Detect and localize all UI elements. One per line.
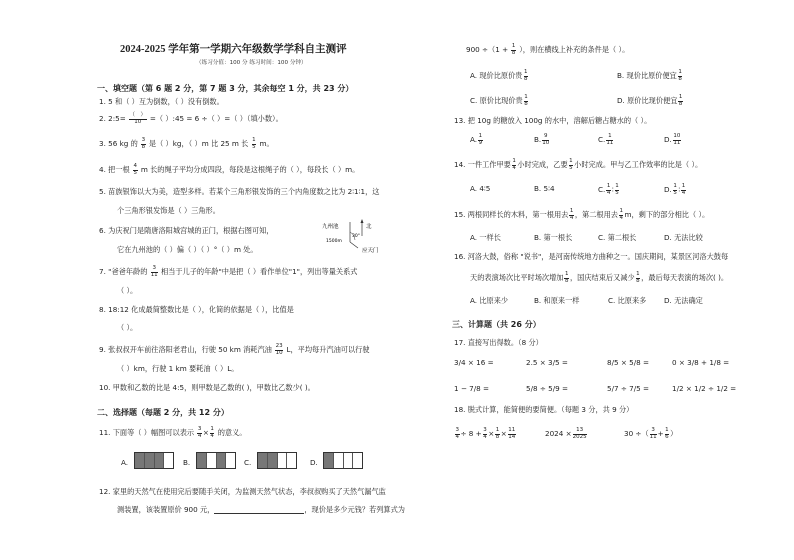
- figure-label-gate: 应天门: [362, 248, 379, 254]
- calc-item: 0 × 3/8 + 1/8 =: [672, 358, 730, 367]
- q12-option-c[interactable]: C. 原价比现价贵 $\frac{1}{8}$: [470, 94, 528, 107]
- question-16-line-2: 天的表演场次比平时场次增加 $\frac{1}{8}$ ，国庆结束后又减少 $\frac{1}{8}$ ，最后每天表演的场次( )。: [470, 271, 729, 284]
- q11-option-c[interactable]: C.: [244, 458, 252, 467]
- figure-label-north: 北: [366, 224, 372, 230]
- question-3: 3. 56 kg 的 $\frac{3}{8}$ 是（ ）kg，（ ）m 比 25 m 长 $\frac{1}{5}$ m。: [99, 137, 274, 150]
- q15-option-c[interactable]: C. 第二根长: [598, 233, 637, 242]
- question-15: 15. 两根同样长的木料，第一根用去 $\frac{1}{4}$ ，第二根用去 $\frac{1}{4}$ m，剩下的部分相比（ ）。: [454, 208, 710, 221]
- figure-label-distance: 1500m: [326, 239, 342, 244]
- question-4: 4. 把一根 $\frac{4}{5}$ m 长的绳子平均分成四段，每段是这根绳子的（ ），每段长（ ）m。: [99, 163, 360, 176]
- q15-option-a[interactable]: A. 一样长: [470, 233, 501, 242]
- question-9-line-2: （ ）km，行驶 1 km 要耗油（ ）L。: [117, 364, 239, 373]
- q16-option-b[interactable]: B. 和原来一样: [534, 296, 580, 305]
- question-7-line-2: （ ）。: [117, 286, 138, 295]
- q13-option-c[interactable]: C. $\frac{1}{11}$: [598, 133, 614, 146]
- question-11: 11. 下面等（ ）幅图可以表示 $\frac{3}{4}$ × $\frac{1}{4}$ 的意义。: [99, 426, 247, 439]
- q14-option-b[interactable]: B. 5∶4: [534, 184, 555, 193]
- question-2: 2. 2:5= $\frac{( )}{10}$ =（ ）:45 = 6 ÷（ ）=（ ）（填小数）。: [99, 112, 283, 125]
- q11-option-b[interactable]: B.: [183, 458, 191, 467]
- calc-item: 5/8 ÷ 5/9 =: [526, 384, 569, 393]
- q13-option-b[interactable]: B. $\frac{9}{10}$: [534, 133, 550, 146]
- question-6-line-1: 6. 为庆祝门是隋唐洛阳城宫城的正门，根据右图可知，: [99, 226, 274, 235]
- q11-grid-c: [257, 452, 297, 469]
- q12-option-b[interactable]: B. 现价比原价便宜 $\frac{1}{8}$: [617, 69, 682, 82]
- calc-item: 8/5 × 5/8 =: [607, 358, 650, 367]
- q13-option-a[interactable]: A. $\frac{1}{9}$: [470, 133, 483, 146]
- question-5-line-2: 个三角形银发饰是（ ）三角形。: [117, 206, 220, 215]
- q11-option-d[interactable]: D.: [310, 458, 318, 467]
- direction-figure: [318, 218, 398, 256]
- q14-option-a[interactable]: A. 4∶5: [470, 184, 491, 193]
- calc-item: 3/4 × 16 =: [454, 358, 494, 367]
- question-17: 17. 直接写出得数。（8 分）: [454, 338, 543, 347]
- question-1: 1. 5 和（ ）互为倒数，（ ）没有倒数。: [99, 97, 224, 106]
- q15-option-b[interactable]: B. 第一根长: [534, 233, 573, 242]
- q14-option-d[interactable]: D. $\frac{1}{5}$ ∶ $\frac{1}{4}$: [664, 183, 686, 196]
- question-18: 18. 脱式计算，能简便的要简便。（每题 3 分，共 9 分）: [454, 405, 634, 414]
- q18-expression-1: $\frac{3}{4}$ ÷ 8 + $\frac{3}{4}$ × $\frac{1}{8}$ × $\frac{11}{14}$: [455, 427, 516, 440]
- q11-grid-d: [323, 452, 363, 469]
- figure-label-pool: 九州池: [322, 224, 339, 230]
- section-2-heading: 二、选择题（每题 2 分，共 12 分）: [97, 408, 229, 417]
- q16-option-c[interactable]: C. 比原来多: [608, 296, 647, 305]
- question-14: 14. 一件工作甲要 $\frac{1}{4}$ 小时完成，乙要 $\frac{1}{5}$ 小时完成。甲与乙工作效率的比是（ ）。: [454, 158, 703, 171]
- question-8-line-1: 8. 18:12 化成最简整数比是（ ），化简的依据是（ ），比值是: [99, 305, 294, 314]
- question-10: 10. 甲数和乙数的比是 4:5，则甲数是乙数的( )，甲数比乙数少( )。: [99, 383, 315, 392]
- section-3-heading: 三、计算题（共 26 分）: [452, 320, 541, 329]
- question-13: 13. 把 10g 的糖放入 100g 的水中，溶解后糖占糖水的（ ）。: [454, 116, 652, 125]
- question-16-line-1: 16. 河洛大鼓，俗称 "说书"，是河南传统地方曲种之一。国庆期间，某景区河洛大鼓每: [454, 252, 729, 261]
- question-6-line-2: 它在九州池的（ ）偏（ ）（ ）°（ ）m 处。: [117, 245, 258, 254]
- calc-item: 1/2 × 1/2 ÷ 1/2 =: [672, 384, 737, 393]
- question-12-line-1: 12. 家里的天然气在使用完后要随手关闭，为监测天然气状态，李叔叔购买了天然气漏气监: [99, 487, 386, 496]
- page-subtitle: （练习分值：100 分 练习时间：100 分钟）: [196, 60, 307, 66]
- q12-option-d[interactable]: D. 原价比现价便宜 $\frac{1}{8}$: [617, 94, 683, 107]
- question-8-line-2: （ ）。: [117, 323, 138, 332]
- section-1-heading: 一、填空题（第 6 题 2 分，第 7 题 3 分，其余每空 1 分，共 23 分）: [97, 84, 354, 93]
- question-7-line-1: 7. "爸爸年龄的 $\frac{3}{11}$ 相当于儿子的年龄"中是把（ ）看作单位"1"，列出等量关系式: [99, 265, 358, 278]
- fraction: $\frac{( )}{10}$: [129, 112, 147, 125]
- q11-grid-a: [134, 452, 174, 469]
- answer-blank[interactable]: [214, 505, 304, 514]
- q11-grid-b: [196, 452, 236, 469]
- q12-option-a[interactable]: A. 现价比原价贵 $\frac{1}{8}$: [470, 69, 528, 82]
- q18-expression-2: 2024 × $\frac{13}{2025}$: [545, 427, 587, 440]
- calc-item: 1 − 7/8 =: [454, 384, 490, 393]
- q16-option-d[interactable]: D. 无法确定: [664, 296, 703, 305]
- q14-option-c[interactable]: C. $\frac{1}{4}$ ∶ $\frac{1}{5}$: [598, 183, 619, 196]
- calc-item: 5/7 ÷ 7/5 =: [607, 384, 650, 393]
- question-12-line-2: 测装置，该装置原价 900 元， ，现价是多少元钱？若列算式为: [117, 505, 405, 514]
- calc-item: 2.5 × 3/5 =: [526, 358, 568, 367]
- question-12-continued: 900 ÷（1 + $\frac{1}{8}$ ），则在横线上补充的条件是（ ）。: [466, 43, 630, 56]
- question-5-line-1: 5. 苗族银饰以大为美，造型多样。若某个三角形银发饰的三个内角度数之比为 2∶1∶1，这: [99, 187, 380, 196]
- q15-option-d[interactable]: D. 无法比较: [664, 233, 703, 242]
- q16-option-a[interactable]: A. 比原来少: [470, 296, 509, 305]
- question-9-line-1: 9. 张叔叔开车前往洛阳老君山，行驶 50 km 消耗汽油 $\frac{23}{10}$ L，平均每升汽油可以行驶: [99, 343, 370, 356]
- q18-expression-3: 30 ÷（ $\frac{3}{11}$ + $\frac{1}{6}$ ）: [624, 427, 678, 440]
- q11-option-a[interactable]: A.: [121, 458, 129, 467]
- page-title: 2024-2025 学年第一学期六年级数学学科自主测评: [120, 44, 347, 55]
- figure-label-angle: 30°: [352, 234, 360, 239]
- q13-option-d[interactable]: D. $\frac{10}{11}$: [664, 133, 681, 146]
